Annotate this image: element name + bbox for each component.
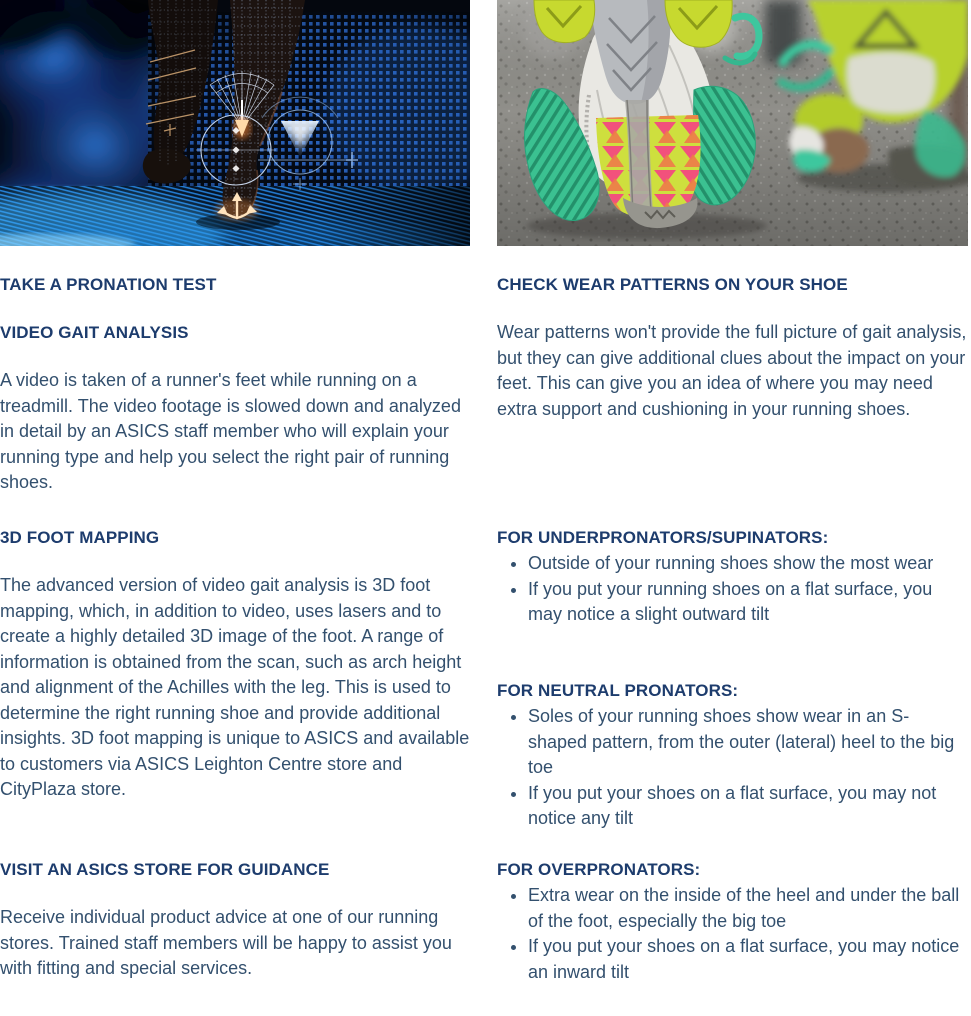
shoe-wear-photo (497, 0, 968, 246)
group-neutral-pronators (497, 678, 968, 832)
list-item: • If you put your running shoes on a flat surface, you may notice a slight outward tilt (528, 577, 968, 628)
neutral-pronators-list (497, 704, 968, 832)
section-body-visit-store: Receive individual product advice at one of our running stores. Trained staff members will be happy to assist you with fitting and special services. (0, 907, 452, 978)
list-item: • Outside of your running shoes show the most wear (528, 551, 968, 577)
section-heading-visit-store: VISIT AN ASICS STORE FOR GUIDANCE (0, 860, 330, 879)
overpronators-list (497, 883, 968, 985)
list-item: • Soles of your running shoes show wear in an S-shaped pattern, from the outer (lateral) heel to the big toe (528, 704, 968, 781)
wear-patterns-intro: Wear patterns won't provide the full picture of gait analysis, but they can give additional clues about the impact on your feet. This can give you an idea of where you may need extra support and cushioning in your running shoes. (497, 322, 967, 419)
list-item: • If you put your shoes on a flat surface, you may notice an inward tilt (528, 934, 968, 985)
list-item: • If you put your shoes on a flat surface, you may not notice any tilt (528, 781, 968, 832)
gait-analysis-photo-art (0, 0, 470, 246)
shoe-wear-photo-art (497, 0, 968, 246)
gait-analysis-photo (0, 0, 470, 246)
group-heading-underpronators: FOR UNDERPRONATORS/SUPINATORS: (497, 528, 829, 547)
underpronators-list (497, 551, 968, 628)
list-item: • Extra wear on the inside of the heel and under the ball of the foot, especially the big toe (528, 883, 968, 934)
section-heading-3d-foot-mapping: 3D FOOT MAPPING (0, 528, 160, 547)
group-heading-neutral: FOR NEUTRAL PRONATORS: (497, 681, 739, 700)
section-body-3d-foot-mapping: The advanced version of video gait analysis is 3D foot mapping, which, in addition to video, uses lasers and to create a highly detailed 3D image of the foot. A range of information is obtained from the scan, such as arch height and alignment of the Achilles with the leg. This is used to determine the right running shoe and provide additional insights. 3D foot mapping is unique to ASICS and available to customers via ASICS Leighton Centre store and CityPlaza store. (0, 575, 470, 799)
right-column-title: CHECK WEAR PATTERNS ON YOUR SHOE (497, 275, 848, 294)
group-heading-overpronators: FOR OVERPRONATORS: (497, 860, 701, 879)
left-column-title: TAKE A PRONATION TEST (0, 275, 217, 294)
section-body-video-gait: A video is taken of a runner's feet while running on a treadmill. The video footage is slowed down and analyzed in detail by an ASICS staff member who will explain your running type and help you select the right pair of running shoes. (0, 370, 461, 492)
group-overpronators (497, 857, 968, 985)
group-underpronators (497, 525, 968, 628)
section-heading-video-gait: VIDEO GAIT ANALYSIS (0, 323, 189, 342)
